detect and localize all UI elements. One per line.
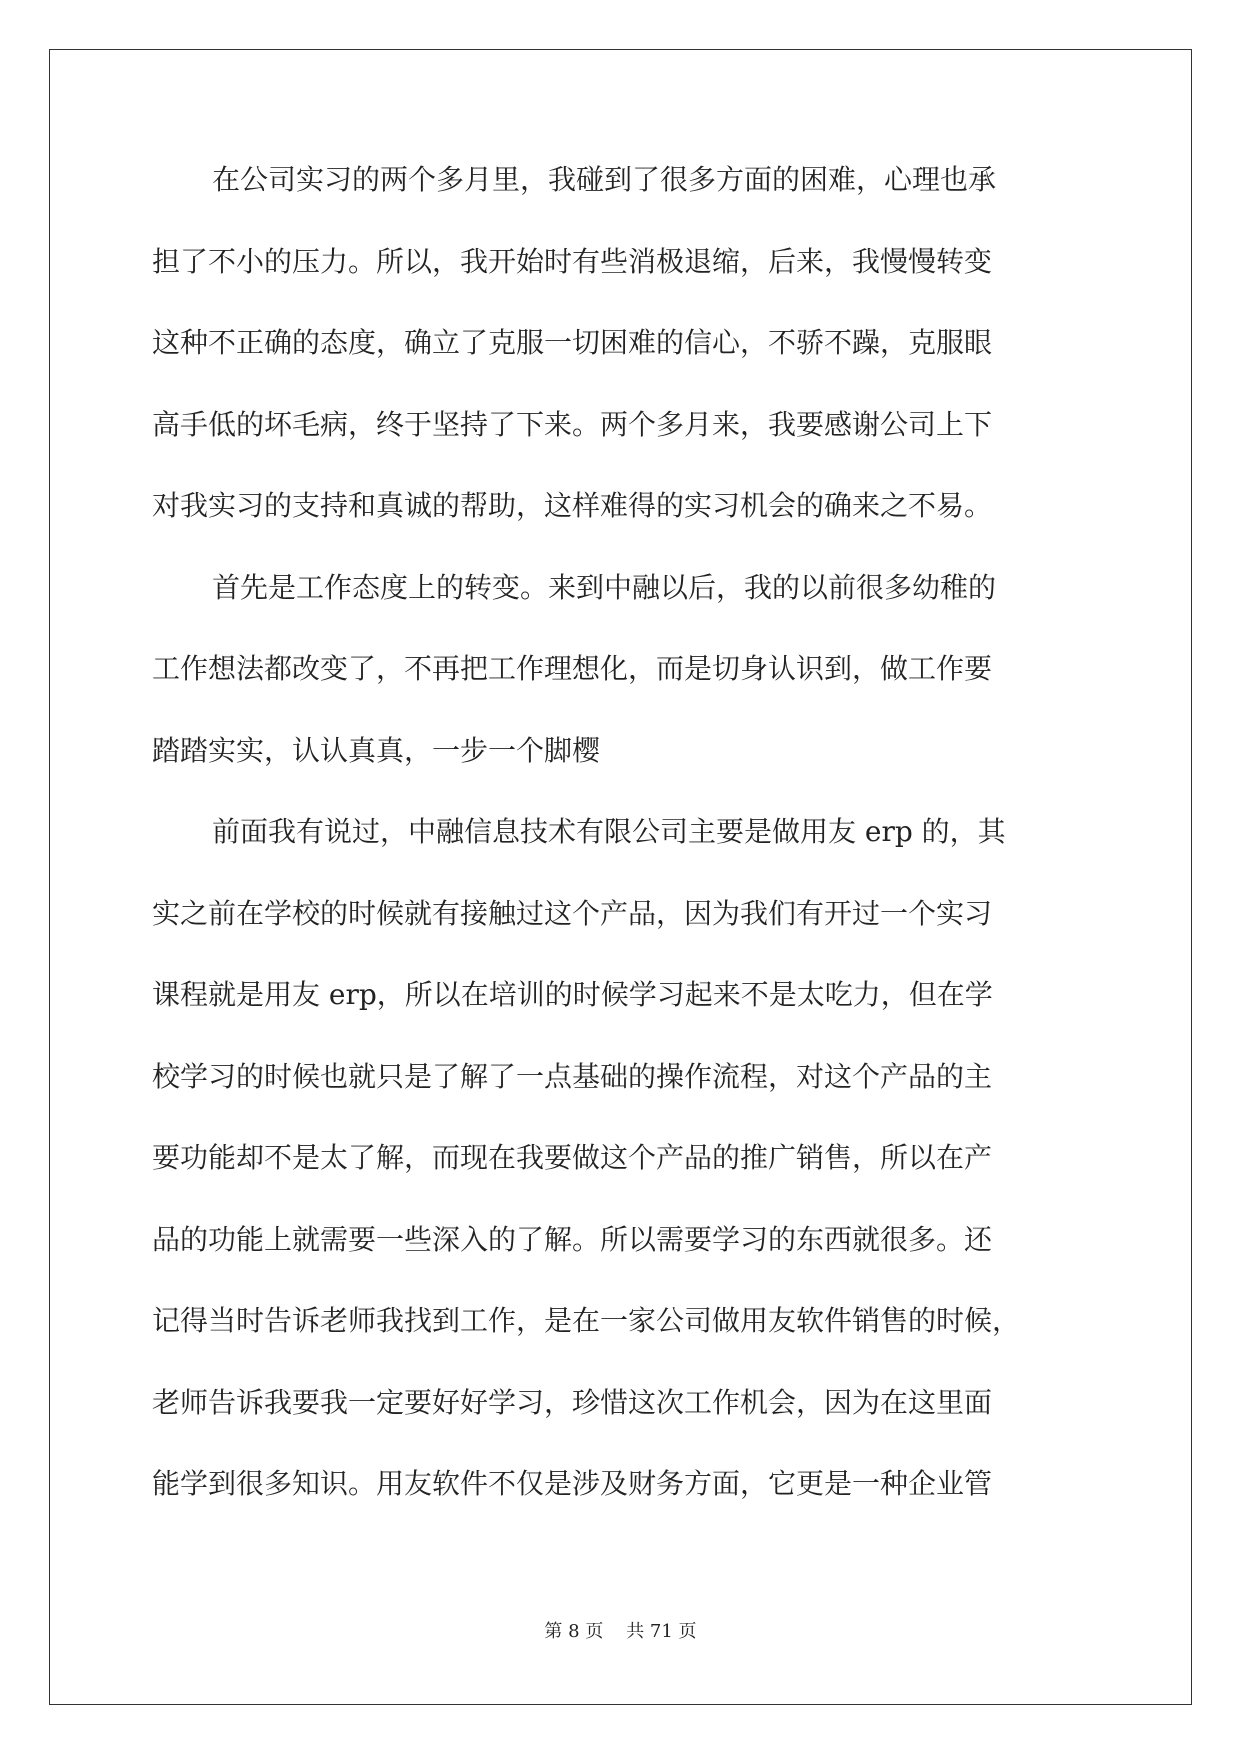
paragraph-2-line-1: 首先是工作态度上的转变。来到中融以后，我的以前很多幼稚的 <box>212 570 997 604</box>
document-body <box>152 160 1092 1546</box>
paragraph-3-line-5: 要功能却不是太了解，而现在我要做这个产品的推广销售，所以在产 <box>152 1141 993 1174</box>
paragraph-2-line-2: 工作想法都改变了，不再把工作理想化，而是切身认识到，做工作要 <box>152 652 993 685</box>
paragraph-1-line-5: 对我实习的支持和真诚的帮助，这样难得的实习机会的确来之不易。 <box>152 489 993 522</box>
paragraph-3-line-2: 实之前在学校的时候就有接触过这个产品，因为我们有开过一个实习 <box>152 896 993 930</box>
paragraph-3-line-7: 记得当时告诉老师我找到工作，是在一家公司做用友软件销售的时候， <box>152 1304 1021 1337</box>
paragraph-3-line-9: 能学到很多知识。用友软件不仅是涉及财务方面，它更是一种企业管 <box>152 1467 993 1500</box>
paragraph-3-line-1: 前面我有说过，中融信息技术有限公司主要是做用友 erp 的，其 <box>212 815 1006 848</box>
paragraph-3-line-8: 老师告诉我要我一定要好好学习，珍惜这次工作机会，因为在这里面 <box>152 1385 993 1419</box>
paragraph-1-line-4: 高手低的坏毛病，终于坚持了下来。两个多月来，我要感谢公司上下 <box>152 407 993 441</box>
paragraph-3-line-3: 课程就是用友 erp，所以在培训的时候学习起来不是太吃力，但在学 <box>152 978 993 1011</box>
paragraph-1-line-2: 担了不小的压力。所以，我开始时有些消极退缩，后来，我慢慢转变 <box>152 244 993 278</box>
paragraph-3-line-6: 品的功能上就需要一些深入的了解。所以需要学习的东西就很多。还 <box>152 1222 993 1256</box>
paragraph-3-line-4: 校学习的时候也就只是了解了一点基础的操作流程，对这个产品的主 <box>152 1059 993 1093</box>
paragraph-1-line-1: 在公司实习的两个多月里，我碰到了很多方面的困难，心理也承 <box>212 163 997 196</box>
paragraph-2-line-3: 踏踏实实，认认真真，一步一个脚樱 <box>152 733 601 767</box>
paragraph-1-line-3: 这种不正确的态度，确立了克服一切困难的信心，不骄不躁，克服眼 <box>152 326 993 359</box>
page-number-footer: 第 8 页 共 71 页 <box>544 1621 697 1642</box>
